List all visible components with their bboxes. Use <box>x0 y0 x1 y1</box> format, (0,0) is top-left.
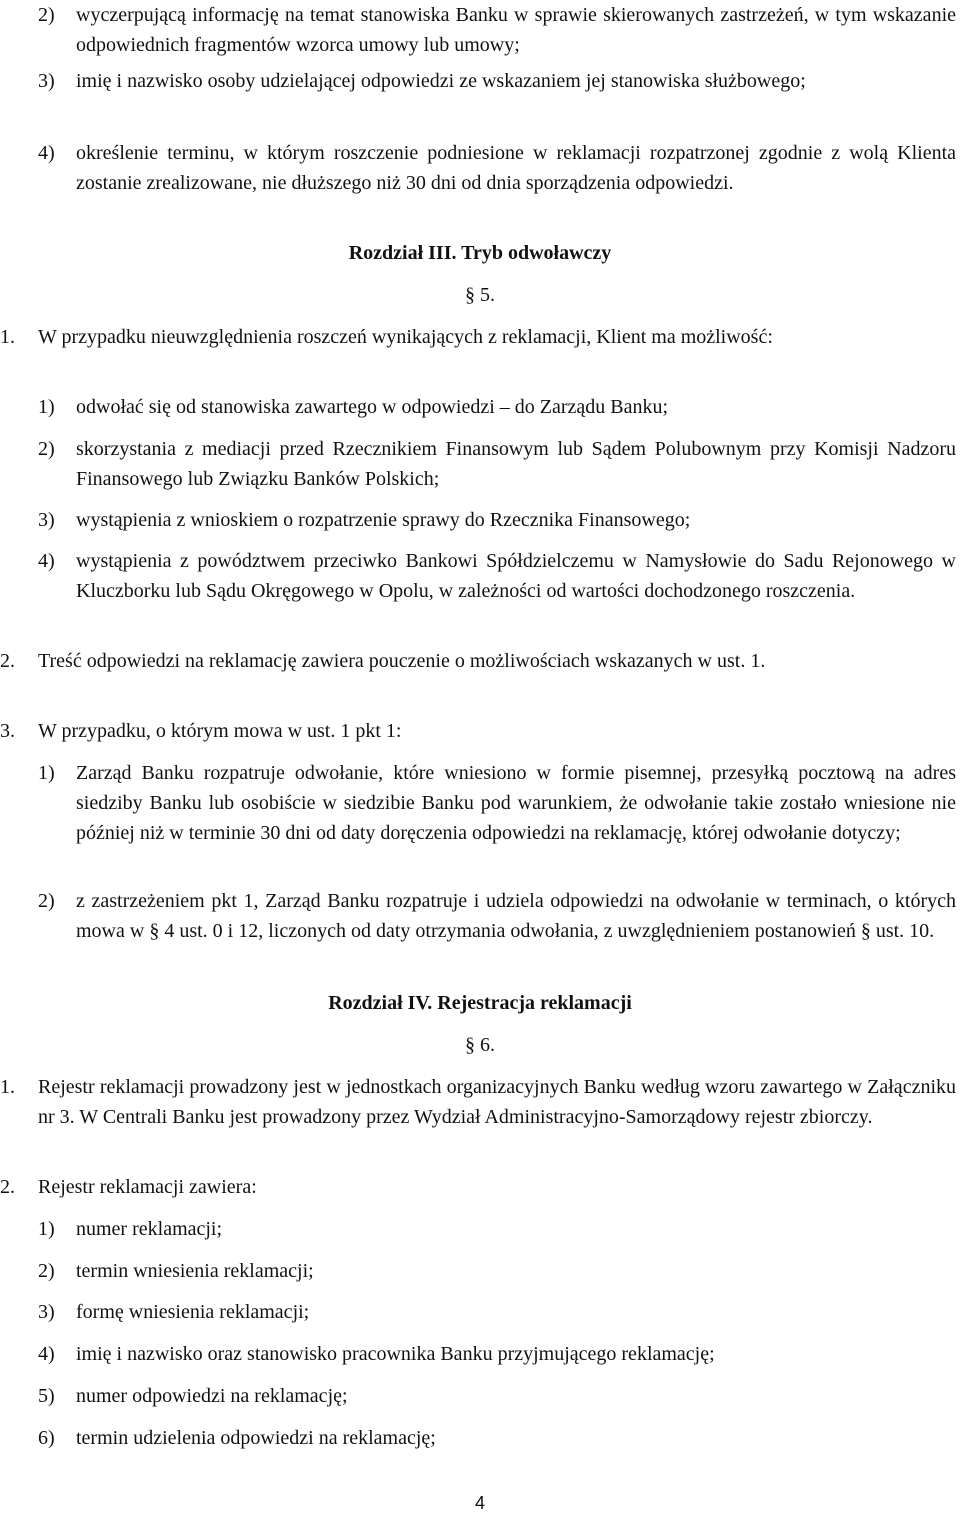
point-text: Treść odpowiedzi na reklamację zawiera pouczenie o możliwościach wskazanych w ust. 1. <box>38 650 766 672</box>
s6-p2-item-3 <box>38 1297 956 1327</box>
item-text: Zarząd Banku rozpatruje odwołanie, które wniesiono w formie pisemnej, przesyłką pocztową na adres siedziby Banku lub osobiście w siedzibie Banku pod warunkiem, że odwołanie takie zostało wniesione nie później niż w terminie 30 dni od daty doręczenia odpowiedzi na reklamację, której odwołanie dotyczy; <box>76 762 956 844</box>
item-text: odwołać się od stanowiska zawartego w odpowiedzi – do Zarządu Banku; <box>76 396 669 418</box>
s5-p1-item-4 <box>38 546 956 606</box>
s6-point-1 <box>0 1072 956 1132</box>
chapter-title: Rozdział III. Tryb odwoławczy <box>348 242 612 264</box>
point-number: 2. <box>0 650 15 672</box>
page-number: 4 <box>474 1493 485 1513</box>
s5-point-3 <box>0 716 956 746</box>
item-number: 5) <box>38 1385 55 1407</box>
section-number: § 6. <box>465 1034 495 1056</box>
item-text: określenie terminu, w którym roszczenie podniesione w reklamacji rozpatrzonej zgodnie z wolą Klienta zostanie zrealizowane, nie dłuższego niż 30 dni od dnia sporządzenia odpowiedzi. <box>76 142 956 194</box>
item-number: 6) <box>38 1427 55 1449</box>
item-text: numer reklamacji; <box>76 1218 223 1240</box>
point-number: 1. <box>0 326 15 348</box>
section-number: § 5. <box>465 284 495 306</box>
chapter-heading <box>0 238 960 268</box>
point-number: 1. <box>0 1076 15 1098</box>
s5-p3-item-1 <box>38 758 956 848</box>
item-text: wyczerpującą informację na temat stanowiska Banku w sprawie skierowanych zastrzeżeń, w tym wskazanie odpowiednich fragmentów wzorca umowy lub umowy; <box>76 4 956 56</box>
item-text: termin udzielenia odpowiedzi na reklamację; <box>76 1427 436 1449</box>
item-number: 4) <box>38 1343 55 1365</box>
s5-p1-item-3 <box>38 505 956 535</box>
s6-p2-item-2 <box>38 1256 956 1286</box>
item-number: 1) <box>38 1218 55 1240</box>
item-number: 4) <box>38 142 55 164</box>
s5-point-1 <box>0 322 956 352</box>
item-number: 2) <box>38 890 55 912</box>
item-text: formę wniesienia reklamacji; <box>76 1301 310 1323</box>
item-number: 1) <box>38 762 55 784</box>
item-text: imię i nazwisko osoby udzielającej odpowiedzi ze wskazaniem jej stanowiska służbowego; <box>76 70 806 92</box>
item-text: numer odpowiedzi na reklamację; <box>76 1385 348 1407</box>
s6-p2-item-4 <box>38 1339 956 1369</box>
item-number: 3) <box>38 509 55 531</box>
item-number: 2) <box>38 438 55 460</box>
point-text: W przypadku, o którym mowa w ust. 1 pkt 1: <box>38 720 402 742</box>
s5-p1-item-1 <box>38 392 956 422</box>
item-text: imię i nazwisko oraz stanowisko pracownika Banku przyjmującego reklamację; <box>76 1343 715 1365</box>
item-text: termin wniesienia reklamacji; <box>76 1260 314 1282</box>
item-text: z zastrzeżeniem pkt 1, Zarząd Banku rozpatruje i udziela odpowiedzi na odwołanie w terminach, o których mowa w § 4 ust. 0 i 12, liczonych od daty otrzymania odwołania, z uwzględnieniem postanowień § ust. 10. <box>76 890 956 942</box>
chapter-title: Rozdział IV. Rejestracja reklamacji <box>328 992 632 1014</box>
item-text: wystąpienia z powództwem przeciwko Bankowi Spółdzielczemu w Namysłowie do Sadu Rejonowego w Kluczborku lub Sądu Okręgowego w Opolu, w zależności od wartości dochodzonego roszczenia. <box>76 550 956 602</box>
s5-p1-item-2 <box>38 434 956 494</box>
s6-p2-item-5 <box>38 1381 956 1411</box>
item-number: 2) <box>38 1260 55 1282</box>
s5-p3-item-2 <box>38 886 956 946</box>
item-3 <box>38 66 956 96</box>
point-text: Rejestr reklamacji zawiera: <box>38 1176 257 1198</box>
item-number: 1) <box>38 396 55 418</box>
paragraph-mark <box>0 1030 960 1060</box>
item-text: wystąpienia z wnioskiem o rozpatrzenie sprawy do Rzecznika Finansowego; <box>76 509 691 531</box>
s6-point-2 <box>0 1172 956 1202</box>
point-number: 2. <box>0 1176 15 1198</box>
item-number: 4) <box>38 550 55 572</box>
chapter-heading <box>0 988 960 1018</box>
s6-p2-item-1 <box>38 1214 956 1244</box>
item-number: 2) <box>38 4 55 26</box>
item-number: 3) <box>38 70 55 92</box>
item-number: 3) <box>38 1301 55 1323</box>
item-4 <box>38 138 956 198</box>
paragraph-mark <box>0 280 960 310</box>
item-text: skorzystania z mediacji przed Rzecznikiem Finansowym lub Sądem Polubownym przy Komisji Nadzoru Finansowego lub Związku Banków Polskich; <box>76 438 956 490</box>
point-text: Rejestr reklamacji prowadzony jest w jednostkach organizacyjnych Banku według wzoru zawartego w Załączniku nr 3. W Centrali Banku jest prowadzony przez Wydział Administracyjno-Samorządowy rejestr zbiorczy. <box>38 1076 956 1128</box>
point-text: W przypadku nieuwzględnienia roszczeń wynikających z reklamacji, Klient ma możliwość: <box>38 326 773 348</box>
item-2 <box>38 0 956 60</box>
s6-p2-item-6 <box>38 1423 956 1453</box>
s5-point-2 <box>0 646 956 676</box>
point-number: 3. <box>0 720 15 742</box>
